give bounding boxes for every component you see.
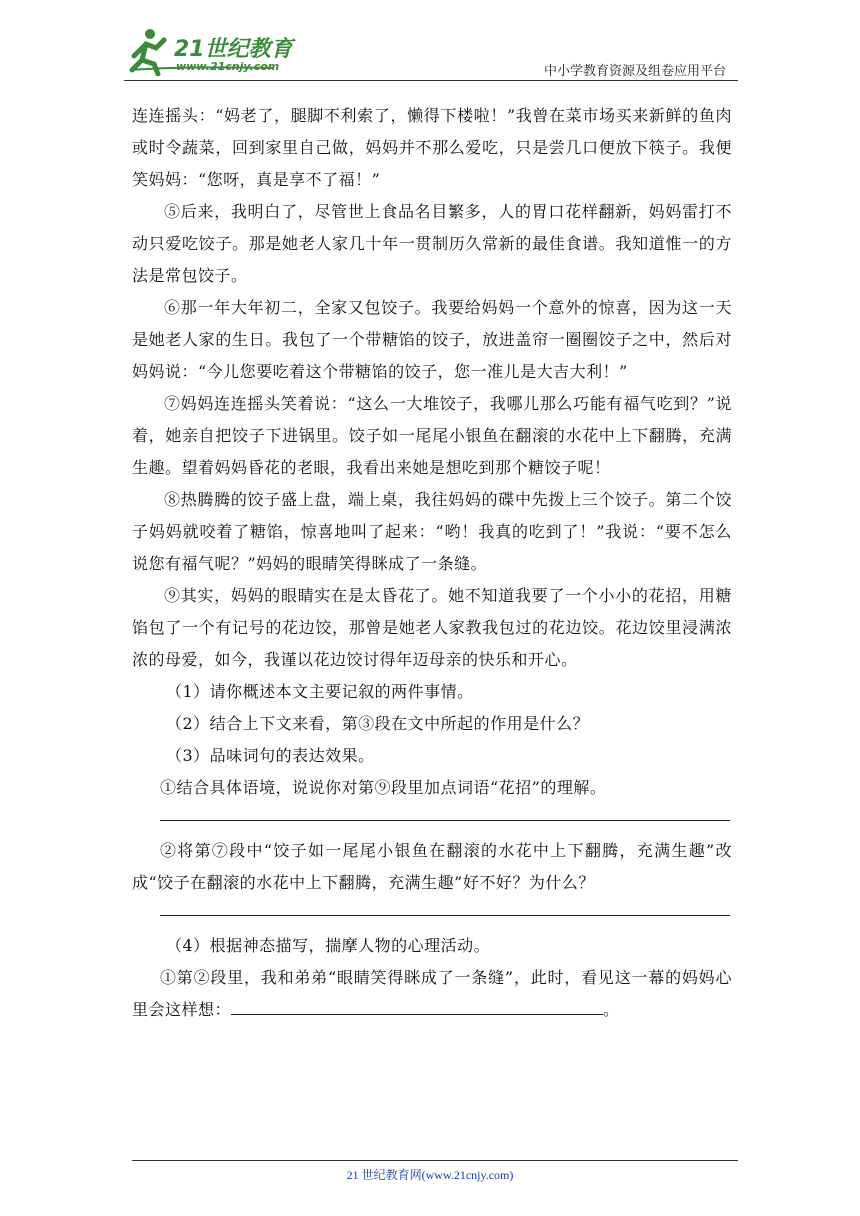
answer-line-3-2[interactable] bbox=[160, 915, 730, 916]
question-3: （3）品味词句的表达效果。 bbox=[166, 746, 375, 765]
answer-line-3-1[interactable] bbox=[160, 820, 730, 821]
question-4-1-end: 。 bbox=[603, 1000, 620, 1019]
question-4-1 bbox=[132, 962, 732, 1026]
paragraph-8: ⑧热腾腾的饺子盛上盘，端上桌，我往妈妈的碟中先拨上三个饺子。第二个饺子妈妈就咬着了糖馅，惊喜地叫了起来：“哟！我真的吃到了！”我说：“要不怎么说您有福气呢？”妈妈的眼睛笑得眯成了一条缝。 bbox=[132, 490, 732, 573]
header-platform-text: 中小学教育资源及组卷应用平台 bbox=[543, 64, 726, 79]
paragraph-9: ⑨其实，妈妈的眼睛实在是太昏花了。她不知道我要了一个小小的花招，用糖馅包了一个有记号的花边饺，那曾是她老人家教我包过的花边饺。花边饺里浸满浓浓的母爱，如今，我谨以花边饺讨得年迈母亲的快乐和开心。 bbox=[132, 586, 732, 669]
paragraph-continued: 连连摇头：“妈老了，腿脚不利索了，懒得下楼啦！”我曾在菜市场买来新鲜的鱼肉或时令蔬菜，回到家里自己做，妈妈并不那么爱吃，只是尝几口便放下筷子。我便笑妈妈：“您呀，真是享不了福！” bbox=[132, 106, 732, 189]
site-logo bbox=[124, 26, 294, 76]
logo-subtitle: www.21cnjy.com bbox=[176, 60, 280, 73]
question-3-2: ②将第⑦段中“饺子如一尾尾小银鱼在翻滚的水花中上下翻腾，充满生趣”改成“饺子在翻滚的水花中上下翻腾，充满生趣”好不好？为什么？ bbox=[132, 841, 732, 892]
answer-blank-4-1[interactable] bbox=[231, 994, 603, 1015]
paragraph-5: ⑤后来，我明白了，尽管世上食品名目繁多，人的胃口花样翻新，妈妈雷打不动只爱吃饺子。那是她老人家几十年一贯制历久常新的最佳食谱。我知道惟一的方法是常包饺子。 bbox=[132, 202, 732, 285]
question-2: （2）结合上下文来看，第③段在文中所起的作用是什么？ bbox=[166, 714, 590, 733]
question-4: （4）根据神态描写，揣摩人物的心理活动。 bbox=[166, 936, 491, 955]
paragraph-7: ⑦妈妈连连摇头笑着说：“这么一大堆饺子，我哪儿那么巧能有福气吃到？”说着，她亲自把饺子下进锅里。饺子如一尾尾小银鱼在翻滚的水花中上下翻腾，充满生趣。望着妈妈昏花的老眼，我看出来她是想吃到那个糖饺子呢！ bbox=[132, 394, 732, 477]
footer-link[interactable]: 21 世纪教育网(www.21cnjy.com) bbox=[346, 1168, 514, 1182]
paragraph-6: ⑥那一年大年初二，全家又包饺子。我要给妈妈一个意外的惊喜，因为这一天是她老人家的生日。我包了一个带糖馅的饺子，放进盖帘一圈圈饺子之中，然后对妈妈说：“今儿您要吃着这个带糖馅的饺子，您一准儿是大吉大利！” bbox=[132, 298, 732, 381]
header-divider bbox=[124, 80, 738, 81]
logo-title: 21世纪教育 bbox=[174, 37, 293, 62]
question-3-1: ①结合具体语境，说说你对第⑨段里加点词语“花招”的理解。 bbox=[160, 778, 607, 797]
footer-divider bbox=[132, 1160, 738, 1161]
question-1: （1）请你概述本文主要记叙的两件事情。 bbox=[166, 682, 474, 701]
question-4-1-text: ①第②段里，我和弟弟“眼睛笑得眯成了一条缝”，此时，看见这一幕的妈妈心里会这样想： bbox=[132, 968, 732, 1019]
article-content bbox=[132, 100, 732, 1026]
